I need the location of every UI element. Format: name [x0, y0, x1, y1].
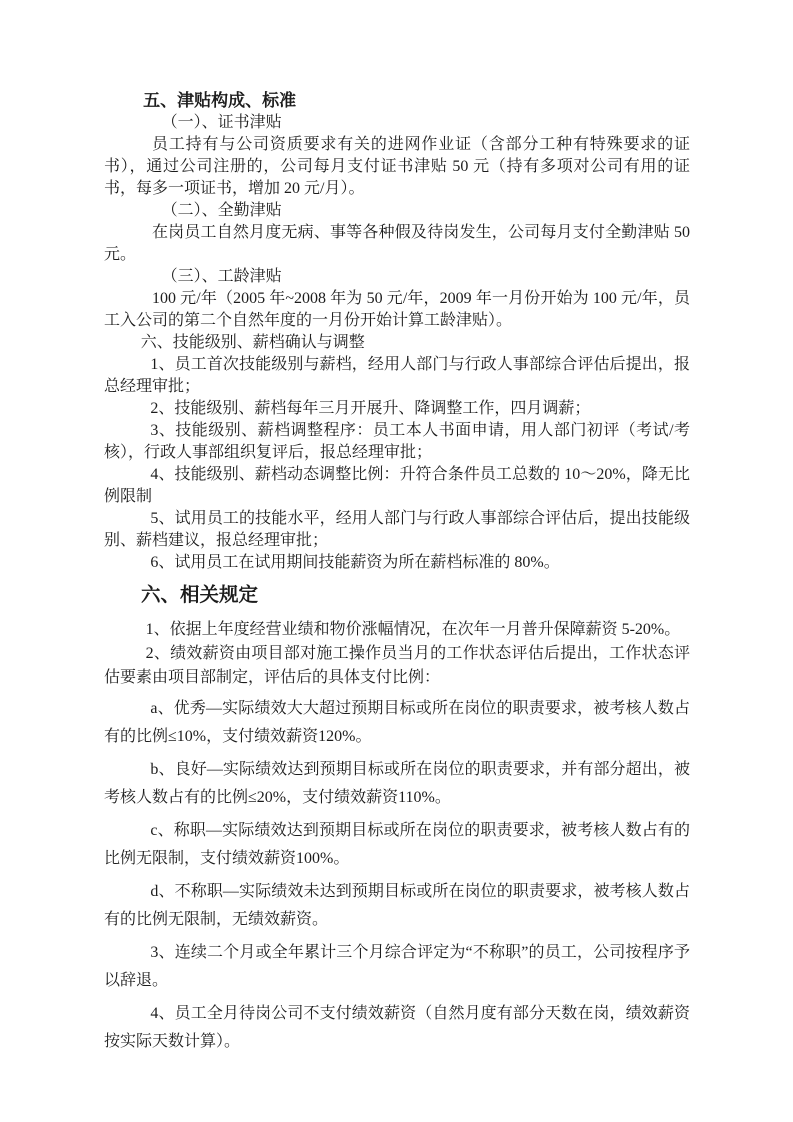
- heading-related-regulations: 六、相关规定: [141, 585, 259, 606]
- item-skill-1: 1、员工首次技能级别与薪档，经用人部门与行政人事部综合评估后提出，报总经理审批；: [104, 356, 690, 395]
- item-skill-3: 3、技能级别、薪档调整程序：员工本人书面申请，用人部门初评（考试/考核），行政人事部组织复评后，报总经理审批；: [104, 422, 690, 461]
- document-body: [104, 90, 690, 1056]
- heading-skill-level-confirmation: 六、技能级别、薪档确认与调整: [140, 334, 365, 351]
- para-full-attendance-allowance: 在岗员工自然月度无病、事等各种假及待岗发生，公司每月支付全勤津贴 50 元。: [104, 224, 690, 263]
- subheading-seniority-allowance: （三）、工龄津贴: [161, 268, 282, 285]
- item-skill-4: 4、技能级别、薪档动态调整比例：升符合条件员工总数的 10～20%，降无比例限制: [104, 466, 690, 505]
- subheading-full-attendance-allowance: （二）、全勤津贴: [161, 202, 282, 219]
- item-skill-5: 5、试用员工的技能水平，经用人部门与行政人事部综合评估后，提出技能级别、薪档建议，报总经理审批；: [104, 510, 690, 549]
- item-skill-6: 6、试用员工在试用期间技能薪资为所在薪档标准的 80%。: [150, 554, 560, 571]
- item-regulation-3: 3、连续二个月或全年累计三个月综合评定为“不称职”的员工，公司按程序予以辞退。: [104, 944, 690, 989]
- para-certificate-allowance: 员工持有与公司资质要求有关的进网作业证（含部分工种有特殊要求的证书），通过公司注册的，公司每月支付证书津贴 50 元（持有多项对公司有用的证书，每多一项证书，增加 20 元/月）。: [104, 136, 690, 197]
- subheading-certificate-allowance: （一）、证书津贴: [161, 114, 282, 131]
- heading-allowance-structure: 五、津贴构成、标准: [143, 91, 297, 110]
- item-grade-a-excellent: a、优秀—实际绩效大大超过预期目标或所在岗位的职责要求，被考核人数占有的比例≤10%，支付绩效薪资120%。: [104, 700, 690, 745]
- para-seniority-allowance: 100 元/年（2005 年~2008 年为 50 元/年，2009 年一月份开始为 100 元/年，员工入公司的第二个自然年度的一月份开始计算工龄津贴）。: [104, 290, 690, 329]
- item-regulation-2: 2、绩效薪资由项目部对施工操作员当月的工作状态评估后提出，工作状态评估要素由项目部制定，评估后的具体支付比例：: [104, 645, 690, 686]
- item-regulation-4: 4、员工全月待岗公司不支付绩效薪资（自然月度有部分天数在岗，绩效薪资按实际天数计算）。: [104, 1005, 690, 1050]
- item-skill-2: 2、技能级别、薪档每年三月开展升、降调整工作，四月调薪；: [150, 400, 591, 417]
- item-grade-d-incompetent: d、不称职—实际绩效未达到预期目标或所在岗位的职责要求，被考核人数占有的比例无限制，无绩效薪资。: [104, 883, 690, 928]
- item-grade-c-competent: c、称职—实际绩效达到预期目标或所在岗位的职责要求，被考核人数占有的比例无限制，支付绩效薪资100%。: [104, 822, 690, 867]
- item-regulation-1: 1、依据上年度经营业绩和物价涨幅情况，在次年一月普升保障薪资 5-20%。: [145, 621, 681, 638]
- item-grade-b-good: b、良好—实际绩效达到预期目标或所在岗位的职责要求，并有部分超出，被考核人数占有的比例≤20%，支付绩效薪资110%。: [104, 761, 690, 806]
